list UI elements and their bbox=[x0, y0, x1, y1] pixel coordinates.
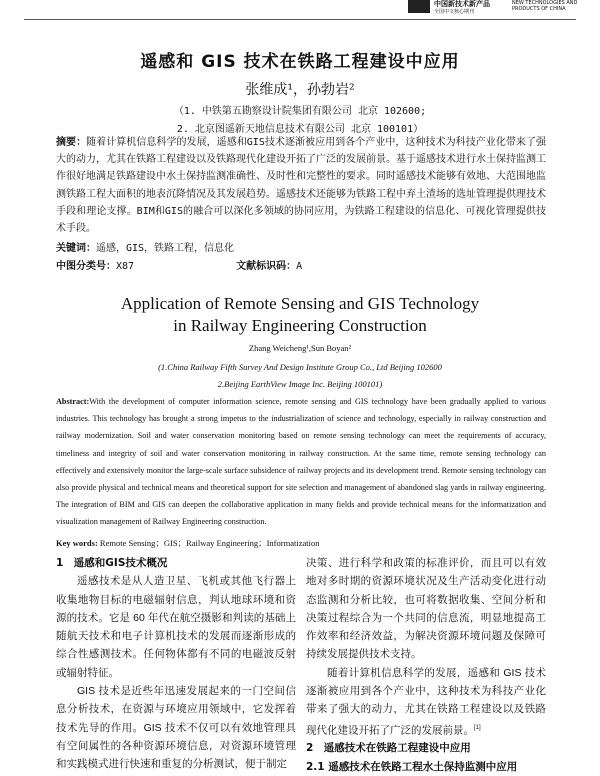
abstract-cn-label: 摘要： bbox=[56, 137, 87, 148]
title-en: Application of Remote Sensing and GIS Technology in Railway Engineering Construction bbox=[120, 294, 480, 335]
body-paragraph: 决策、进行科学和政策的标准评价，而且可以有效地对多时期的资源环境状况及生产活动变化进行动态监测和分析比较，也可将数据收集、空间分析和决策过程综合为一个共同的信息流，明显地提高工作效率和经济效益，为解决资源环境问题及保障可持续发展提供技术支持。 bbox=[306, 557, 546, 661]
abstract-en-text: With the development of computer information science, remote sensing and GIS technology have been gradually applied to various industries. This technology has brought a strong impetus to the industrialization of science and technology, especially in railway construction and railway modernization. Soil and water conservation monitoring based on remote sensing technology can meet the requirements of accuracy, timeliness and integrity of soil and water conservation monitoring in railway construction. At the same time, remote sensing technology can effectively and extensively monitor the large-scale surface subsidence of railway projects and its development trend. Remote sensing technology can also provide physical and technical means and theoretical support for site selection and management of abandoned slag yards in railway engineering. The integration of BIM and GIS can deepen the collaborative application in many fields and provide technical means for the informatization and visualization management of Railway Engineering construction. bbox=[56, 397, 546, 527]
abstract-cn bbox=[56, 134, 546, 237]
section-1-heading: 1 遥感和GIS技术概况 bbox=[56, 557, 168, 569]
body-paragraph bbox=[306, 664, 546, 740]
clc-value: X87 bbox=[116, 261, 135, 272]
abstract-en-label: Abstract: bbox=[56, 397, 90, 406]
body-paragraph: GIS 技术是近些年迅速发展起来的一门空间信息分析技术，在资源与环境应用领域中，它发挥着技术先导的作用。GIS 技术不仅可以有效地管理具有空间属性的各种资源环境信息，对资源环境管理和实践模式进行快速和重复的分析测试，便于制定 bbox=[56, 685, 296, 771]
section-2-1-heading: 2.1 遥感技术在铁路工程水土保持监测中应用 bbox=[306, 760, 518, 773]
abstract-en bbox=[56, 393, 546, 531]
keywords-cn-label: 关键词： bbox=[56, 243, 96, 254]
keywords-en bbox=[56, 537, 319, 549]
body-right-column bbox=[306, 554, 546, 776]
affiliation-en-2: 2.Beijing EarthView Image Inc. Beijing 100101) bbox=[217, 379, 383, 389]
title-cn: 遥感和 GIS 技术在铁路工程建设中应用 bbox=[140, 52, 460, 72]
doc-code-value: A bbox=[296, 261, 303, 272]
body-left-column bbox=[56, 554, 296, 774]
journal-subtitle-cn: 全国中文核心期刊 bbox=[434, 9, 475, 15]
abstract-cn-text: 随着计算机信息科学的发展，遥感和GIS技术逐渐被应用到各个产业中，这种技术为科技产业化带来了强大的动力，尤其在铁路工程建设以及铁路现代化建设开拓了广泛的发展前景。基于遥感技术进行水土保持监测工作很好地满足铁路建设中水土保持监测准确性、及时性和完整性的要求。同时遥感技术能够有效地、大范围地监测铁路工程大面积的地表沉降情况及其发展趋势。遥感技术还能够为铁路工程中弃土渣场的选址管理提供理技术手段和理论支撑。BIM和GIS的融合可以深化多领域的协同应用，为铁路工程建设的信息化、可视化管理提供技术手段。 bbox=[56, 137, 546, 235]
journal-name-cn: 中国新技术新产品 bbox=[434, 0, 490, 8]
affiliation-cn-2: 2. 北京图遥新天地信息技术有限公司 北京 100101） bbox=[176, 124, 424, 135]
body-paragraph-text: 随着计算机信息科学的发展，遥感和 GIS 技术逐渐被应用到各个产业中，这种技术为科技产业化带来了强大的动力，尤其在铁路工程建设以及铁路现代化建设开拓了广泛的发展前景。 bbox=[306, 666, 546, 737]
citation-ref: [1] bbox=[474, 724, 481, 731]
authors-en: Zhang Weicheng¹,Sun Boyan² bbox=[248, 343, 352, 353]
section-2-heading: 2 遥感技术在铁路工程建设中应用 bbox=[306, 742, 471, 755]
journal-logo bbox=[408, 0, 430, 13]
keywords-cn bbox=[56, 240, 546, 257]
keywords-en-label: Key words: bbox=[56, 538, 98, 548]
keywords-cn-text: 遥感，GIS，铁路工程，信息化 bbox=[96, 243, 235, 254]
clc-label: 中图分类号： bbox=[56, 261, 116, 272]
header-rule bbox=[24, 19, 576, 20]
body-paragraph: 遥感技术是从人造卫星、飞机或其他飞行器上收集地物目标的电磁辐射信息，判认地球环境和资源的技术。它是 60 年代在航空摄影和判读的基础上随航天技术和电子计算机技术的发展而逐渐形成的综合性感测技术。任何物体都有不同的电磁波反射或辐射特征。 bbox=[56, 575, 296, 679]
affiliation-en-1: (1.China Railway Fifth Survey And Design Institute Group Co., Ltd Beijing 102600 bbox=[158, 362, 442, 372]
journal-name-en: NEW TECHNOLOGIES AND PRODUCTS OF CHINA bbox=[512, 0, 578, 12]
doc-code-label: 文献标识码： bbox=[236, 261, 297, 272]
authors-cn: 张维成¹，孙勃岩² bbox=[245, 82, 355, 98]
keywords-en-text: Remote Sensing；GIS；Railway Engineering；Informatization bbox=[99, 538, 320, 548]
affiliation-cn-1: （1. 中铁第五勘察设计院集团有限公司 北京 102600; bbox=[173, 106, 427, 117]
classification-line bbox=[56, 258, 546, 275]
